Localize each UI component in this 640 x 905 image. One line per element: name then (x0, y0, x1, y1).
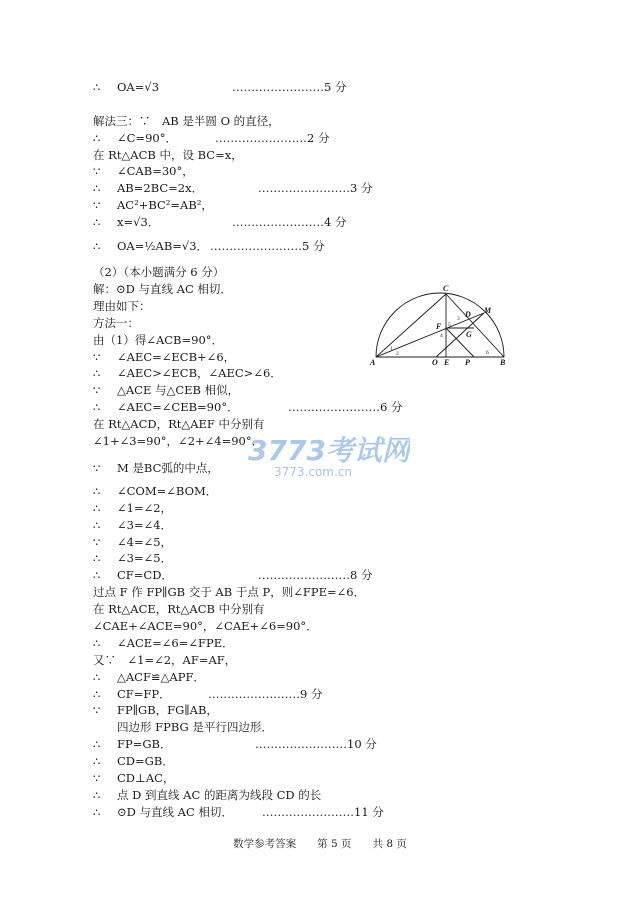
text-line: ∵ CD⊥AC， (93, 771, 175, 785)
text-line: 方法一： (93, 316, 139, 330)
text-line: ∵ ∠CAB=30°， (93, 164, 194, 178)
text-line: ∴ ∠AEC>∠ECB，∠AEC>∠6． (93, 366, 282, 380)
text-line: ∴ ∠C=90°． (93, 131, 177, 145)
label-g: G (466, 330, 472, 339)
text-line: ∴ ∠AEC=∠CEB=90°． (93, 400, 239, 414)
label-c: C (443, 284, 449, 293)
text-line: ∴ OA=√3 (93, 80, 160, 94)
text-line: 在 Rt△ACD，Rt△AEF 中分别有 (93, 417, 265, 431)
watermark-logo: 3773考试网 (248, 434, 410, 467)
geometry-figure (366, 283, 506, 371)
text-line: ∴ ∠3=∠4． (93, 518, 173, 532)
text-line: ∴ △ACF≌△APF． (93, 670, 205, 684)
text-line: ∴ CF=CD． (93, 568, 173, 582)
score-marker: ……………………8 分 (258, 568, 373, 582)
angle-label-4: 4 (440, 333, 443, 339)
text-line: ∴ ∠COM=∠BOM． (93, 484, 218, 498)
label-o: O (432, 358, 438, 367)
text-line: 又∵ ∠1=∠2，AF=AF， (93, 653, 237, 667)
text-line: ∵ FP∥GB，FG∥AB， (93, 703, 218, 717)
text-line: ∴ CD=GB． (93, 754, 174, 768)
score-marker: ……………………2 分 (215, 131, 330, 145)
score-marker: ……………………5 分 (232, 80, 347, 94)
text-line: 过点 F 作 FP∥GB 交于 AB 于点 P，则∠FPE=∠6． (93, 585, 366, 599)
label-d: D (465, 310, 471, 319)
label-e: E (444, 358, 450, 367)
score-marker: ……………………6 分 (288, 400, 403, 414)
score-marker: ……………………11 分 (262, 805, 384, 819)
text-line: 理由如下： (93, 299, 151, 313)
text-line: （2）（本小题满分 6 分） (93, 265, 225, 279)
label-b: B (500, 358, 506, 367)
site-watermark (240, 430, 410, 480)
text-line: ∵ ∠AEC=∠ECB+∠6， (93, 350, 236, 364)
text-line: ∵ ∠4=∠5， (93, 535, 173, 549)
angle-label-3: 3 (457, 316, 460, 322)
label-f: F (436, 322, 442, 331)
angle-label-2: 2 (396, 351, 399, 357)
label-a: A (370, 358, 376, 367)
angle-label-1: 1 (390, 346, 393, 352)
page-footer: 数学参考答案 第 5 页 共 8 页 (233, 838, 407, 850)
score-marker: ……………………3 分 (258, 181, 373, 195)
text-line: ∴ ∠1=∠2， (93, 501, 173, 515)
text-line: ∴ CF=FP． (93, 687, 171, 701)
watermark-url: 3773.com.cn (274, 465, 352, 479)
text-line: ∴ ∠3=∠5． (93, 551, 173, 565)
text-line: ∴ OA=½AB=√3． (93, 239, 209, 253)
score-marker: ……………………5 分 (210, 239, 325, 253)
label-p: P (465, 358, 470, 367)
text-line: 四边形 FPBG 是平行四边形． (117, 720, 273, 734)
text-line: 由（1）得∠ACB=90°． (93, 333, 224, 347)
text-line: ∴ 点 D 到直线 AC 的距离为线段 CD 的长 (93, 788, 322, 802)
label-m: M (484, 306, 492, 315)
text-line: 在 Rt△ACE，Rt△ACB 中分别有 (93, 602, 265, 616)
text-line: ∠1+∠3=90°，∠2+∠4=90°． (93, 434, 264, 448)
score-marker: ……………………10 分 (255, 737, 377, 751)
text-line: ∵ M 是BC弧的中点， (93, 461, 219, 475)
text-line: ∴ ⊙D 与直线 AC 相切． (93, 805, 233, 819)
text-line: ∴ ∠ACE=∠6=∠FPE． (93, 636, 234, 650)
text-line: 在 Rt△ACB 中，设 BC=x， (93, 148, 243, 162)
angle-label-5: 5 (448, 322, 451, 328)
text-line: 解法三：∵ AB 是半圆 O 的直径， (93, 114, 280, 128)
text-line: 解：⊙D 与直线 AC 相切． (93, 282, 232, 296)
text-line: ∵ △ACE 与△CEB 相似， (93, 383, 240, 397)
angle-label-6: 6 (486, 350, 489, 356)
segment-om (436, 313, 484, 357)
text-line: ∴ FP=GB． (93, 737, 172, 751)
score-marker: ……………………9 分 (208, 687, 323, 701)
score-marker: ……………………4 分 (232, 215, 347, 229)
text-line: ∵ AC²+BC²=AB²， (93, 198, 213, 212)
text-line: ∴ x=√3． (93, 215, 160, 229)
text-line: ∴ AB=2BC=2x． (93, 181, 204, 195)
text-line: ∠CAE+∠ACE=90°，∠CAE+∠6=90°． (93, 619, 318, 633)
